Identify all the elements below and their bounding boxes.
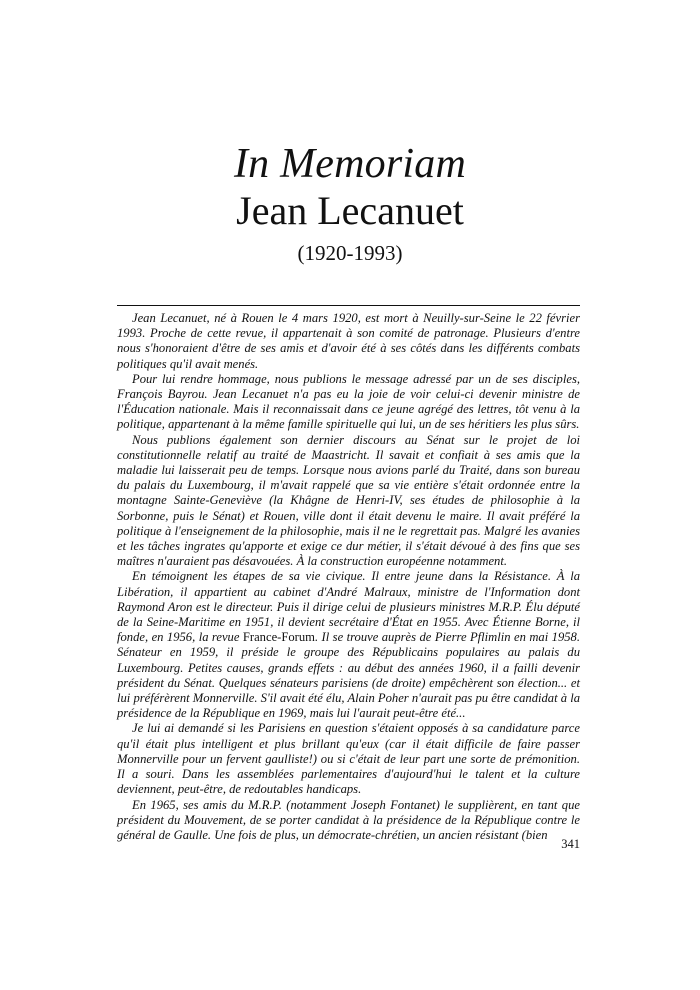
paragraph-6: En 1965, ses amis du M.R.P. (notamment Joseph Fontanet) le supplièrent, en tant que président du Mouvement, de se porter candidat à la présidence de la République contre le général de Gaulle. Une fois de plus, un démocrate-chrétien, un ancien résistant (bien [117,797,580,842]
article-body [117,311,580,843]
paragraph-1: Jean Lecanuet, né à Rouen le 4 mars 1920, est mort à Neuilly-sur-Seine le 22 février 1993. Proche de cette revue, il appartenait à son comité de patronage. Plusieurs d'entre nous s'honoraient d'être de ses amis et d'avoir été à ses côtés dans les différents combats politiques qu'il avait menés. [117,311,580,371]
page-number: 341 [561,837,580,851]
horizontal-rule [117,305,580,306]
article-title-name: Jean Lecanuet [236,188,464,233]
paragraph-4-part-a: En témoignent les étapes de sa vie civique. Il entre jeune dans la Résistance. À la Libération, il appartient au cabinet d'André Malraux, ministre de l'Information dont Raymond Aron est le directeur. Puis il dirige celui de plusieurs ministres M.R.P. Élu député de la Seine-Maritime en 1951, il devient secrétaire d'État en 1955. Avec Étienne Borne, il fonde, en 1956, la revue [117,569,580,645]
paragraph-2: Pour lui rendre hommage, nous publions le message adressé par un de ses disciples, François Bayrou. Jean Lecanuet n'a pas eu la joie de voir celui-ci devenir ministre de l'Éducation nationale. Mais il reconnaissait dans ce jeune agrégé des lettres, tôt venu à la politique, appartenant à la même famille spirituelle qui lui, un de ses héritiers les plus sûrs. [117,371,580,432]
paragraph-4 [117,569,580,721]
paragraph-3: Nous publions également son dernier discours au Sénat sur le projet de loi constitutionnelle relatif au traité de Maastricht. Il savait et confiait à ses amis que la maladie lui laisserait peu de temps. Lorsque nous avions parlé du Traité, dans son bureau du palais du Luxembourg, il m'avait rappelé que sa vie entière s'était ordonnée entre la montagne Sainte-Geneviève (la Khâgne de Henri-IV, ses études de philosophie à la Sorbonne, puis le Sénat) et Rouen, ville dont il était devenu le maire. Il avait préféré la politique à l'enseignement de la philosophie, mais il ne le regrettait pas. Malgré les avanies et les tâches ingrates qu'apporte et exige ce dur métier, il s'était dévoué à des fins que ses maîtres n'auraient pas désavouées. À la construction européenne notamment. [117,432,580,569]
review-name: France-Forum [242,630,315,645]
article-header [0,142,700,266]
paragraph-4-part-b: . Il se trouve auprès de Pierre Pflimlin en mai 1958. Sénateur en 1959, il préside le groupe des Républicains populaires au palais du Luxembourg. Petites causes, grands effets : au début des années 1960, il a failli devenir président du Sénat. Quelques sénateurs parisiens (de droite) empêchèrent son élection... et lui préférèrent Monnerville. S'il avait été élu, Alain Poher n'aurait pas pu être candidat à la présidence de la République en 1969, mais lui l'aurait peut-être été... [117,630,581,721]
article-title-in-memoriam: In Memoriam [234,141,466,187]
paragraph-5: Je lui ai demandé si les Parisiens en question s'étaient opposés à sa candidature parce qu'il était plus intelligent et plus brillant qu'eux (car il était difficile de faire passer Monnerville pour un fervent gaulliste!) ou si c'était de leur part une sorte de prémonition. Il a souri. Dans les assemblées parlementaires d'aujourd'hui le talent et la culture deviennent, peut-être, de redoutables handicaps. [117,721,580,797]
article-title-dates: (1920-1993) [297,241,403,265]
